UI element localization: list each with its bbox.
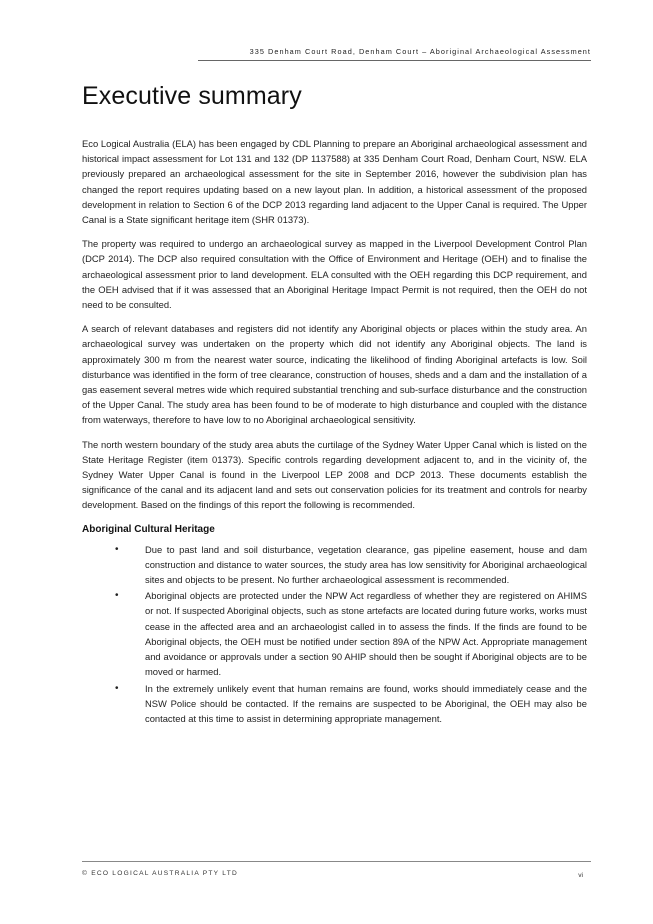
paragraph-2: The property was required to undergo an archaeological survey as mapped in the Liverpool Development Control Plan (DCP 2014). The DCP also required consultation with the Office of Environment and Heritage (OEH) and to finalise the archaeological assessment prior to land development. ELA consulted with the OEH regarding this DCP requirement, and the OEH advised that if it was assessed that an Aboriginal Heritage Impact Permit is not required, then the OEH do not need to be consulted. xyxy=(82,238,587,311)
paragraph-4: The north western boundary of the study area abuts the curtilage of the Sydney Water Upper Canal which is listed on the State Heritage Register (item 01373). Specific controls regarding development adjacent to, and in the vicinity of, the Sydney Water Upper Canal is found in the Liverpool LEP 2008 and DCP 2013. These documents establish the significance of the canal and its adjacent land and sets out conservation policies for its treatment and controls for nearby development. Based on the findings of this report the following is recommended. xyxy=(82,438,587,511)
list-item xyxy=(82,542,587,588)
page-title: Executive summary xyxy=(82,82,302,110)
paragraph-1: Eco Logical Australia (ELA) has been engaged by CDL Planning to prepare an Aboriginal archaeological assessment and historical impact assessment for Lot 131 and 132 (DP 1137588) at 335 Denham Court Road, Denham Court, NSW. ELA previously prepared an archaeological assessment for the site in September 2016, however the subdivision plan has changed the report requires updating based on a new layout plan. In addition, a historical assessment of the proposed development in relation to Section 6 of the DCP 2013 regarding land adjacent to the Upper Canal is required. The Upper Canal is a State significant heritage item (SHR 01373). xyxy=(82,138,587,226)
bullet-icon: • xyxy=(115,590,119,602)
list-item-text: Due to past land and soil disturbance, vegetation clearance, gas pipeline easement, house and dam construction and distance to water sources, the study area has low sensitivity for Aboriginal archaeological sites and objects to be present. No further archaeological assessment is recommended. xyxy=(145,543,587,586)
list-item-text: In the extremely unlikely event that human remains are found, works should immediately cease and the NSW Police should be contacted. If the remains are suspected to be Aboriginal, the OEH may also be contacted at this time to assist in determining appropriate management. xyxy=(145,682,587,724)
recommendation-list xyxy=(82,542,587,726)
footer-copyright: © ECO LOGICAL AUSTRALIA PTY LTD xyxy=(82,870,238,877)
bullet-icon: • xyxy=(115,682,119,694)
header-divider xyxy=(198,60,591,61)
section-heading: Aboriginal Cultural Heritage xyxy=(82,523,215,535)
list-item xyxy=(82,588,587,679)
list-item xyxy=(82,681,587,727)
main-content xyxy=(82,136,587,727)
running-header: 335 Denham Court Road, Denham Court – Aboriginal Archaeological Assessment xyxy=(249,47,591,56)
page-number: vi xyxy=(578,872,583,879)
footer-divider xyxy=(82,861,591,862)
paragraph-3: A search of relevant databases and registers did not identify any Aboriginal objects or places within the study area. An archaeological survey was undertaken on the property which did not identify any Aboriginal objects. The land is approximately 300 m from the nearest water source, indicating the likelihood of finding Aboriginal artefacts is low. Soil disturbance was identified in the form of tree clearance, construction of houses, sheds and a dam and the installation of a gas easement several metres wide which required substantial trenching and sub-surface disturbance and the construction of the Upper Canal. The study area has been found to be of moderate to high disturbance and coupled with the distance from waterways, therefore to have low to no Aboriginal archaeological sensitivity. xyxy=(82,323,587,426)
list-item-text: Aboriginal objects are protected under the NPW Act regardless of whether they are registered on AHIMS or not. If suspected Aboriginal objects, such as stone artefacts are located during future works, works must cease in the affected area and an archaeologist called in to assess the finds. If the finds are found to be Aboriginal objects, the OEH must be notified under section 89A of the NPW Act. Appropriate management and avoidance or approvals under a section 90 AHIP should then be sought if Aboriginal objects are to be moved or harmed. xyxy=(145,590,587,678)
bullet-icon: • xyxy=(115,543,119,555)
